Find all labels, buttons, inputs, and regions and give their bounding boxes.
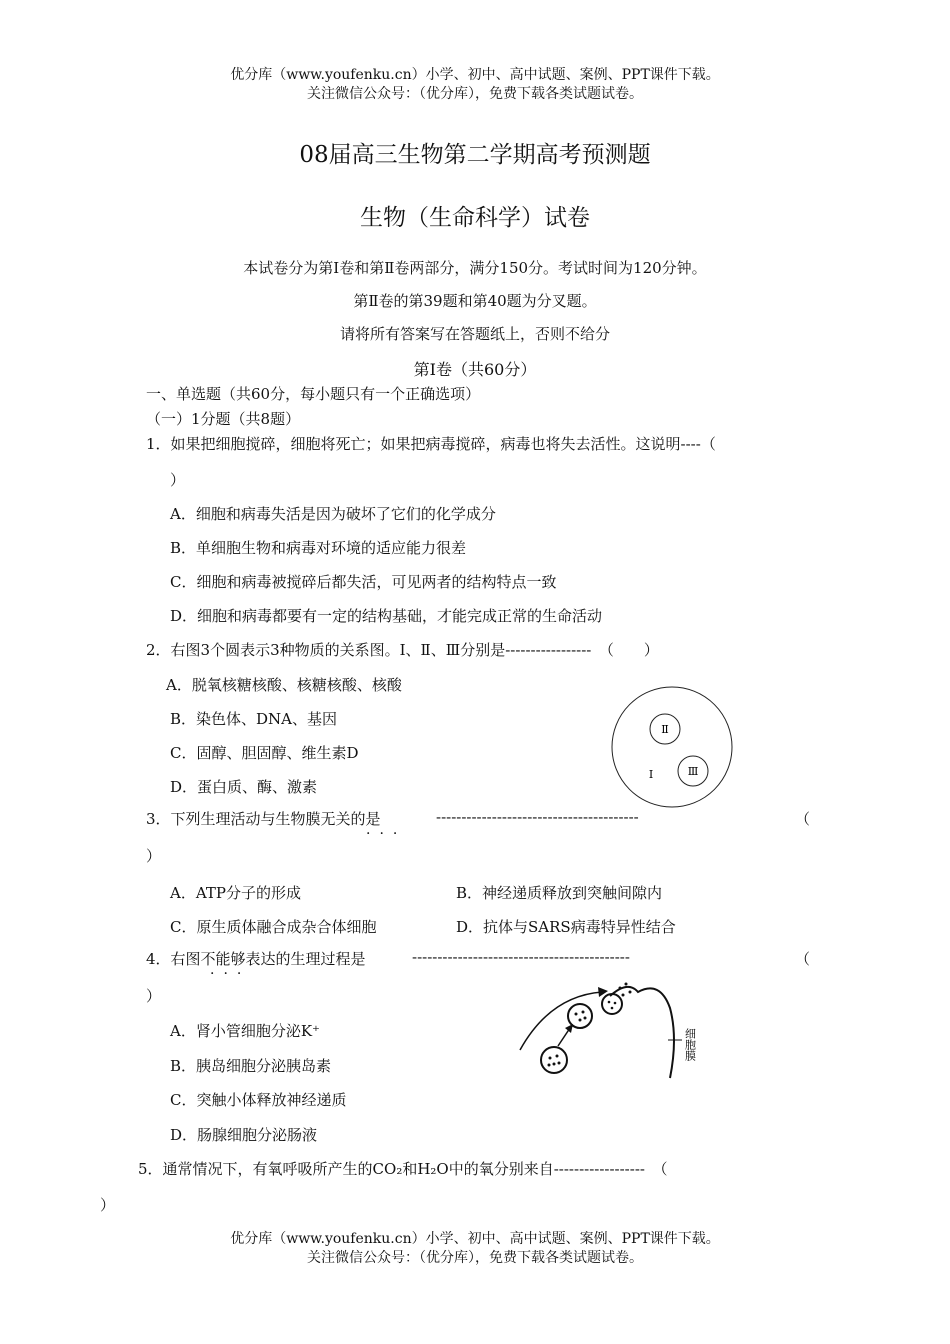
vesicle-2 bbox=[568, 1004, 592, 1028]
q3-stem: 3．下列生理活动与生物膜无关的是 bbox=[146, 810, 381, 828]
q5-close: ） bbox=[100, 1196, 116, 1214]
circle-I bbox=[612, 687, 732, 807]
intro-line-2: 第Ⅱ卷的第39题和第40题为分叉题。 bbox=[353, 292, 597, 310]
q5-stem: 5．通常情况下，有氧呼吸所产生的CO₂和H₂O中的氧分别来自------------------ （ bbox=[138, 1160, 668, 1178]
q3-option-a: A．ATP分子的形成 bbox=[170, 884, 301, 902]
q4-option-c: C．突触小体释放神经递质 bbox=[170, 1091, 347, 1109]
title-main: 08届高三生物第二学期高考预测题 bbox=[299, 142, 651, 168]
section-heading: 一、单选题（共60分，每小题只有一个正确选项） bbox=[146, 385, 481, 403]
header-line-2: 关注微信公众号：（优分库），免费下载各类试题试卷。 bbox=[307, 86, 643, 102]
footer-line-2: 关注微信公众号：（优分库），免费下载各类试题试卷。 bbox=[307, 1250, 643, 1266]
q4-paren: （ bbox=[795, 950, 811, 968]
q3-option-b: B．神经递质释放到突触间隙内 bbox=[456, 884, 663, 902]
q1-close: ） bbox=[170, 471, 186, 489]
q1-option-c: C．细胞和病毒被搅碎后都失活，可见两者的结构特点一致 bbox=[170, 573, 557, 591]
q2-option-a: A．脱氧核糖核酸、核糖核酸、核酸 bbox=[166, 676, 402, 694]
q4-emphasis-dots: ··· bbox=[210, 966, 251, 982]
membrane-label: 细胞膜 bbox=[683, 1028, 697, 1061]
title-sub: 生物（生命科学）试卷 bbox=[360, 205, 590, 231]
q1-option-b: B．单细胞生物和病毒对环境的适应能力很差 bbox=[170, 539, 467, 557]
vesicle-1 bbox=[541, 1047, 567, 1073]
cell-membrane bbox=[610, 987, 674, 1078]
q1-option-a: A．细胞和病毒失活是因为破坏了它们的化学成分 bbox=[170, 505, 496, 523]
q2-circle-diagram bbox=[605, 682, 745, 812]
q2-option-d: D．蛋白质、酶、激素 bbox=[170, 778, 318, 796]
intro-line-1: 本试卷分为第Ⅰ卷和第Ⅱ卷两部分，满分150分。考试时间为120分钟。 bbox=[243, 259, 707, 277]
label-II: Ⅱ bbox=[661, 723, 669, 736]
q4-exocytosis-diagram bbox=[510, 978, 710, 1083]
q3-option-d: D．抗体与SARS病毒特异性结合 bbox=[456, 918, 676, 936]
label-III: Ⅲ bbox=[687, 765, 699, 778]
q4-option-b: B．胰岛细胞分泌胰岛素 bbox=[170, 1057, 332, 1075]
q2-option-b: B．染色体、DNA、基因 bbox=[170, 710, 338, 728]
q4-dashes: ------------------------------------------- bbox=[412, 948, 630, 966]
q3-option-c: C．原生质体融合成杂合体细胞 bbox=[170, 918, 377, 936]
q4-option-a: A．肾小管细胞分泌K⁺ bbox=[170, 1022, 320, 1040]
q1-option-d: D．细胞和病毒都要有一定的结构基础，才能完成正常的生命活动 bbox=[170, 607, 603, 625]
subsection-heading: （一）1分题（共8题） bbox=[146, 410, 301, 428]
q2-option-c: C．固醇、胆固醇、维生素D bbox=[170, 744, 359, 762]
q3-dashes: ---------------------------------------- bbox=[436, 808, 639, 826]
q3-paren: （ bbox=[795, 810, 811, 828]
q2-stem: 2．右图3个圆表示3种物质的关系图。Ⅰ、Ⅱ、Ⅲ分别是----------------- （ ） bbox=[146, 641, 659, 659]
q4-stem: 4．右图不能够表达的生理过程是 bbox=[146, 950, 366, 968]
header-line-1: 优分库（www.youfenku.cn）小学、初中、高中试题、案例、PPT课件下载。 bbox=[230, 67, 720, 83]
vesicle-3 bbox=[602, 994, 622, 1014]
q4-close: ） bbox=[146, 987, 162, 1005]
q4-option-d: D．肠腺细胞分泌肠液 bbox=[170, 1126, 318, 1144]
label-I: Ⅰ bbox=[648, 768, 654, 781]
footer-line-1: 优分库（www.youfenku.cn）小学、初中、高中试题、案例、PPT课件下载。 bbox=[230, 1231, 720, 1247]
q3-close: ） bbox=[146, 847, 162, 865]
q1-stem: 1．如果把细胞搅碎，细胞将死亡；如果把病毒搅碎，病毒也将失去活性。这说明----（ bbox=[146, 435, 716, 453]
q3-emphasis-dots: ··· bbox=[366, 826, 407, 842]
part-heading: 第Ⅰ卷（共60分） bbox=[413, 360, 537, 379]
intro-line-3: 请将所有答案写在答题纸上，否则不给分 bbox=[339, 325, 610, 343]
